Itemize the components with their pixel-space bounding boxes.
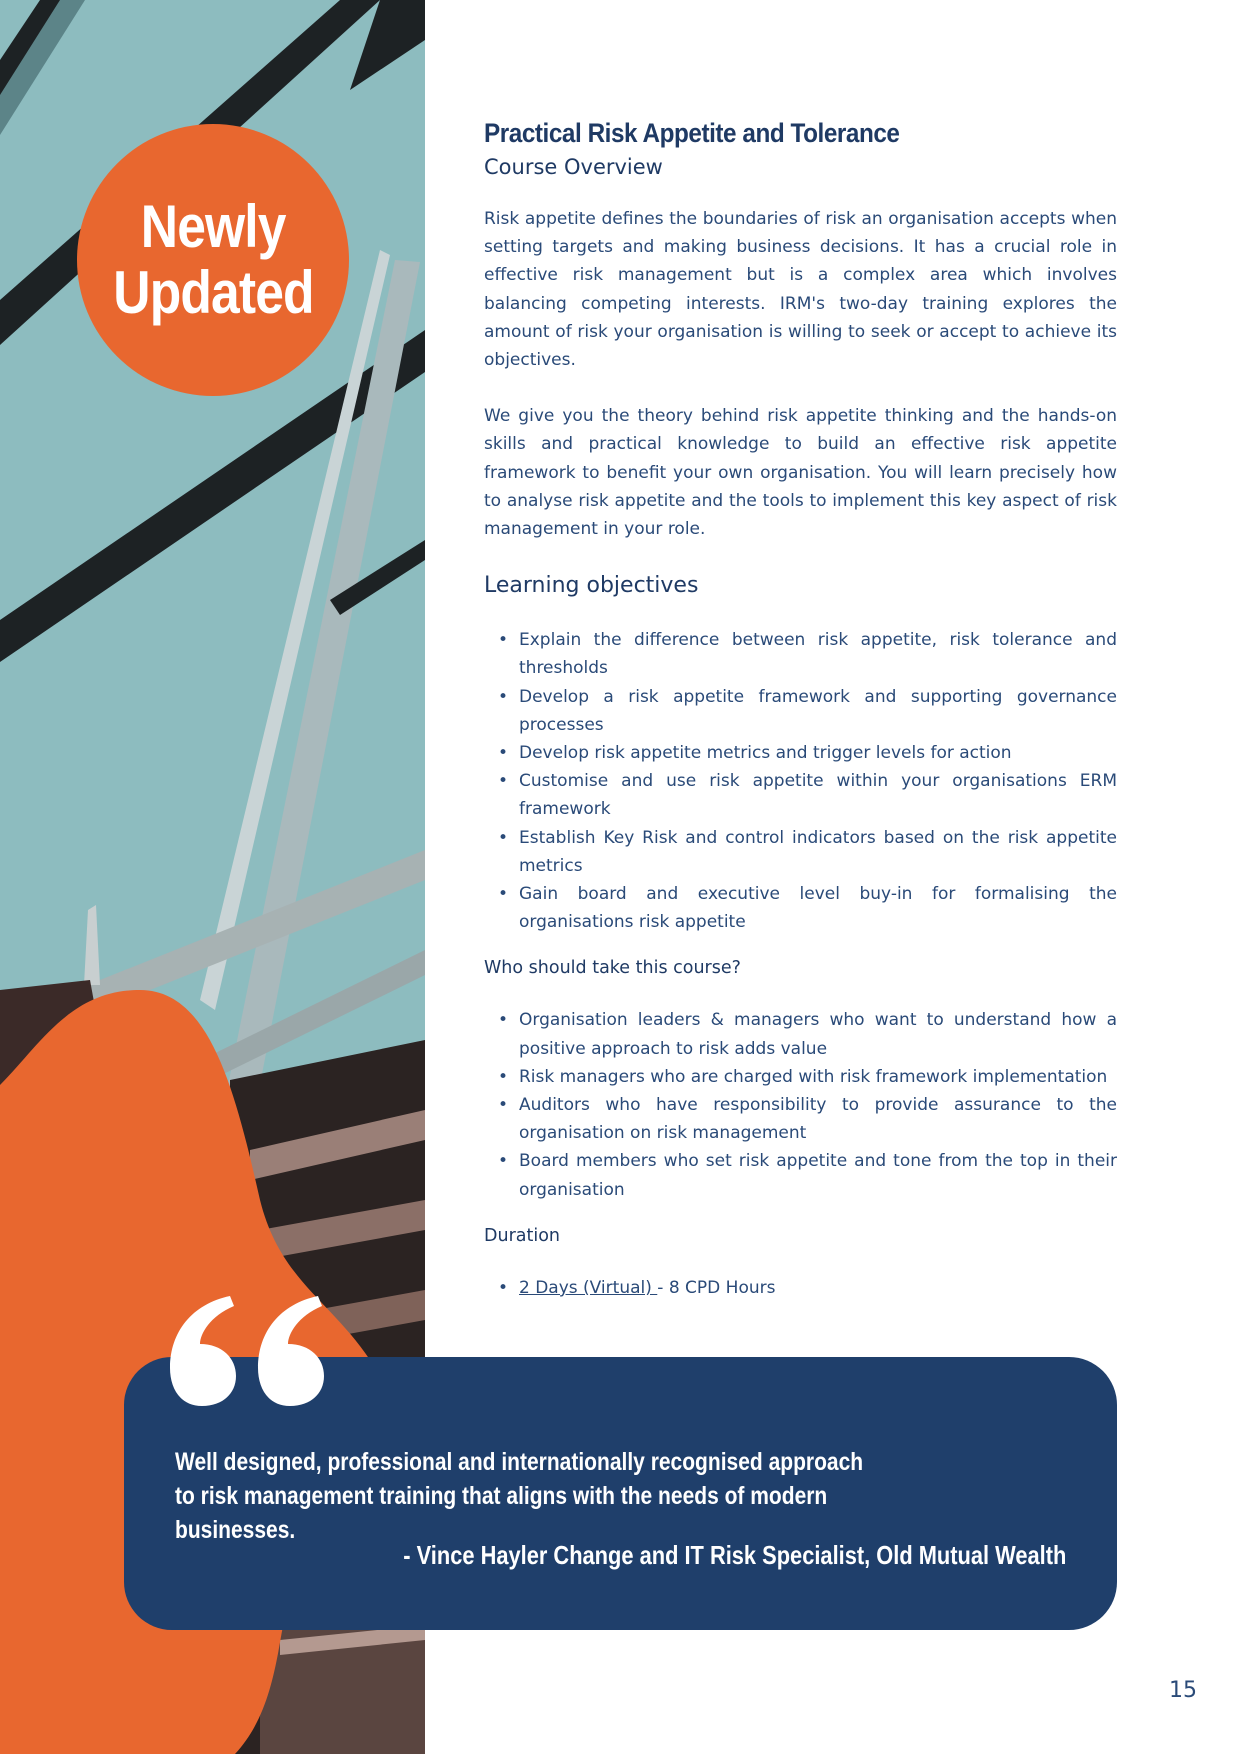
list-item: [484, 626, 1117, 682]
audience-list: [484, 1006, 1117, 1203]
overview-paragraph: Risk appetite defines the boundaries of risk an organisation accepts when setting targets and making business decisions. It has a crucial role in effective risk management but is a complex area which involves balancing competing interests. IRM's two-day training explores the amount of risk your organisation is willing to seek or accept to achieve its objectives.: [484, 209, 1117, 371]
testimonial-text: [175, 1445, 931, 1547]
bullet-dot: •: [498, 1151, 509, 1172]
course-overview-heading: Course Overview: [484, 155, 663, 179]
bullet-dot: •: [498, 630, 509, 651]
list-item: [484, 1063, 1117, 1091]
bullet-dot: •: [498, 686, 509, 707]
list-item: [484, 767, 1117, 823]
list-item-text: Develop a risk appetite framework and supporting governance processes: [519, 686, 1117, 735]
list-item-text: Customise and use risk appetite within your organisations ERM framework: [519, 771, 1117, 820]
page-number: 15: [1169, 1678, 1197, 1703]
list-item: [484, 1274, 1117, 1302]
list-item-text: Establish Key Risk and control indicators based on the risk appetite metrics: [519, 827, 1117, 876]
duration-list: [484, 1274, 1117, 1302]
list-item: [484, 880, 1117, 936]
list-item: [484, 739, 1117, 767]
bullet-dot: •: [498, 1010, 509, 1031]
quote-marks-icon: [170, 1296, 340, 1406]
list-item: [484, 1006, 1117, 1062]
bullet-dot: •: [498, 827, 509, 848]
duration-heading: Duration: [484, 1225, 561, 1246]
learning-objectives-heading: Learning objectives: [484, 573, 699, 599]
duration-link[interactable]: 2 Days (Virtual): [519, 1277, 658, 1298]
audience-heading: Who should take this course?: [484, 958, 741, 979]
list-item: [484, 824, 1117, 880]
list-item-text: Develop risk appetite metrics and trigger levels for action: [519, 743, 1012, 764]
testimonial-line-1: Well designed, professional and internationally recognised approach: [175, 1448, 864, 1476]
testimonial-line-2: to risk management training that aligns with the needs of modern businesses.: [175, 1482, 828, 1544]
bullet-dot: •: [498, 1066, 509, 1087]
list-item: [484, 1091, 1117, 1147]
list-item-text: Auditors who have responsibility to provide assurance to the organisation on risk management: [519, 1095, 1117, 1144]
course-title: Practical Risk Appetite and Tolerance: [484, 118, 900, 148]
bullet-dot: •: [498, 884, 509, 905]
list-item-text: Explain the difference between risk appetite, risk tolerance and thresholds: [519, 630, 1117, 679]
duration-cpd-hours: - 8 CPD Hours: [657, 1277, 776, 1298]
bullet-dot: •: [498, 1095, 509, 1116]
testimonial-author: - Vince Hayler Change and IT Risk Specialist, Old Mutual Wealth: [402, 1540, 1066, 1570]
bullet-dot: •: [498, 1277, 509, 1298]
list-item-text: Board members who set risk appetite and tone from the top in their organisation: [519, 1151, 1117, 1200]
course-content: [484, 118, 1117, 1302]
list-item: [484, 683, 1117, 739]
badge-line-1: Newly: [140, 193, 286, 260]
newly-updated-badge: [77, 124, 349, 396]
badge-line-2: Updated: [112, 259, 314, 326]
bullet-dot: •: [498, 743, 509, 764]
list-item-text: Gain board and executive level buy-in for formalising the organisations risk appetite: [519, 884, 1117, 933]
learning-objectives-list: [484, 626, 1117, 936]
bullet-dot: •: [498, 771, 509, 792]
overview-paragraph: We give you the theory behind risk appetite thinking and the hands-on skills and practical knowledge to build an effective risk appetite framework to benefit your own organisation. You will learn precisely how to analyse risk appetite and the tools to implement this key aspect of risk management in your role.: [484, 406, 1117, 540]
list-item: [484, 1147, 1117, 1203]
list-item-text: Organisation leaders & managers who want to understand how a positive approach to risk adds value: [519, 1010, 1117, 1059]
list-item-text: Risk managers who are charged with risk framework implementation: [519, 1066, 1108, 1087]
